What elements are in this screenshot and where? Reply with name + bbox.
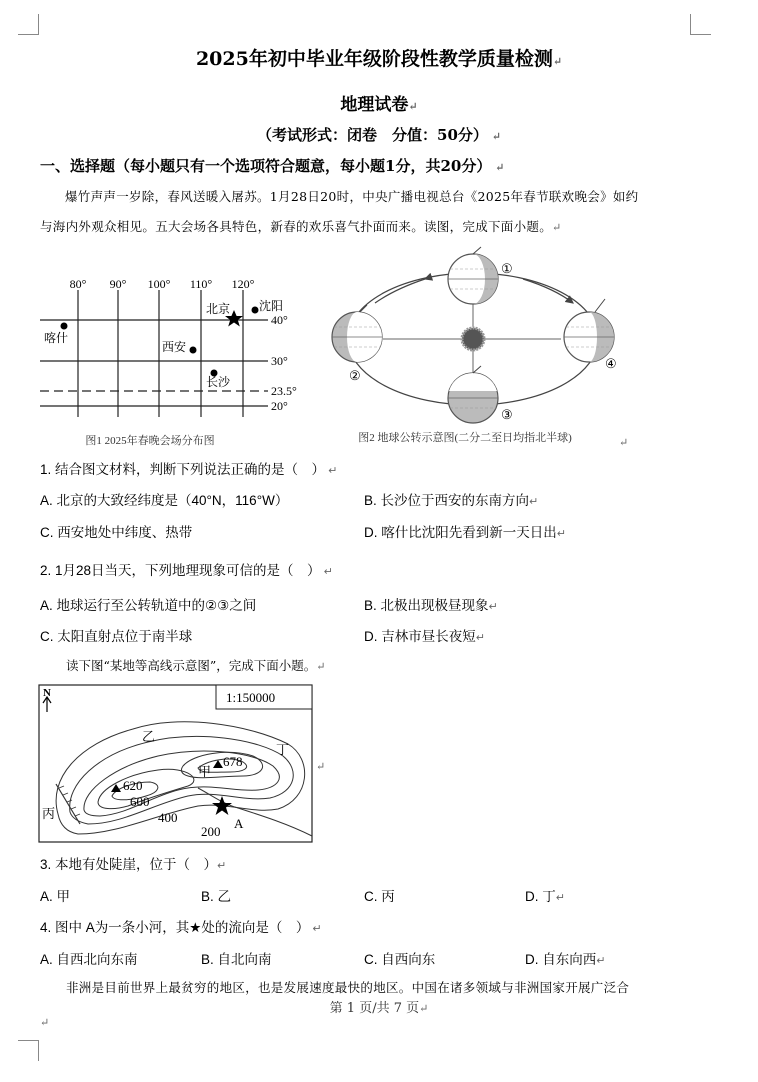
elevation-label: 400 <box>158 810 178 825</box>
question-2-stem: 2. 1月28日当天，下列地理现象可信的是（ ） ↵ <box>40 563 333 578</box>
lon-label: 90° <box>109 277 127 291</box>
option-4b[interactable]: B. 自北向南 <box>201 952 272 967</box>
city-dot <box>252 307 259 314</box>
option-1c[interactable]: C. 西安地处中纬度、热带 <box>40 525 193 540</box>
city-dot <box>61 323 68 330</box>
subject-title: 地理试卷↵ <box>340 95 418 115</box>
option-1b[interactable]: B. 长沙位于西安的东南方向↵ <box>364 493 539 508</box>
lat-label: 23.5° <box>271 384 297 398</box>
earth-icon <box>448 366 498 423</box>
option-3b[interactable]: B. 乙 <box>201 889 232 904</box>
return-mark: ↵ <box>40 1016 50 1029</box>
place-label: A <box>234 816 244 831</box>
passage-1 <box>40 182 720 243</box>
lon-label: 100° <box>147 277 171 291</box>
north-label: N <box>43 687 51 699</box>
page-footer: 第 1 页/共 7 页↵ <box>329 1001 429 1016</box>
crop-mark <box>18 14 39 35</box>
option-2d[interactable]: D. 吉林市昼长夜短↵ <box>364 629 485 644</box>
lon-label: 120° <box>231 277 255 291</box>
figure-3-contour-map <box>38 684 314 844</box>
option-2a[interactable]: A. 地球运行至公转轨道中的②③之间 <box>40 598 257 613</box>
position-label: ④ <box>605 356 617 371</box>
city-label: 北京 <box>206 302 231 316</box>
lat-label: 40° <box>271 313 288 327</box>
option-3d[interactable]: D. 丁↵ <box>525 889 565 904</box>
exam-info: （考试形式：闭卷 分值：50分） ↵ <box>257 126 501 144</box>
city-label: 喀什 <box>44 331 69 345</box>
option-3a[interactable]: A. 甲 <box>40 889 71 904</box>
option-1d[interactable]: D. 喀什比沈阳先看到新一天日出↵ <box>364 525 566 540</box>
return-mark: ↵ <box>619 436 629 449</box>
option-1a[interactable]: A. 北京的大致经纬度是（40°N，116°W） <box>40 493 289 508</box>
orbit-arrow <box>375 279 425 303</box>
earth-icon <box>332 305 382 362</box>
option-3c[interactable]: C. 丙 <box>364 889 395 904</box>
crop-mark <box>690 14 711 35</box>
elevation-label: 200 <box>201 824 221 839</box>
question-1-stem: 1. 结合图文材料，判断下列说法正确的是（ ） ↵ <box>40 462 338 477</box>
option-2b[interactable]: B. 北极出现极昼现象↵ <box>364 598 498 613</box>
place-label: 丙 <box>42 806 56 821</box>
lon-label: 80° <box>69 277 87 291</box>
passage-2: 读下图“某地等高线示意图”，完成下面小题。↵ <box>66 658 326 673</box>
earth-icon <box>564 299 614 362</box>
question-3-stem: 3. 本地有处陡崖，位于（ ）↵ <box>40 857 227 872</box>
passage-line: 与海内外观众相见。五大会场各具特色，新春的欢乐喜气扑面而来。读图，完成下面小题。↵ <box>40 219 562 234</box>
option-4a[interactable]: A. 自西北向东南 <box>40 952 138 967</box>
elevation-label: 600 <box>130 794 150 809</box>
return-mark: ↵ <box>316 760 326 773</box>
option-4c[interactable]: C. 自西向东 <box>364 952 436 967</box>
question-4-stem: 4. 图中 A为一条小河，其★处的流向是（ ） ↵ <box>40 920 322 935</box>
exam-title: 2025年初中毕业年级阶段性教学质量检测↵ <box>195 48 563 70</box>
city-label: 沈阳 <box>259 299 284 313</box>
option-4d[interactable]: D. 自东向西↵ <box>525 952 606 967</box>
city-label: 长沙 <box>206 375 231 389</box>
lat-label: 30° <box>271 354 288 368</box>
crop-mark <box>18 1040 39 1061</box>
figure-caption: 图2 地球公转示意图(二分二至日均指北半球) <box>358 432 572 444</box>
lon-label: 110° <box>189 277 213 291</box>
scale-label: 1:150000 <box>226 690 276 705</box>
elevation-label: 678 <box>223 754 243 769</box>
figure-1-map <box>38 272 308 452</box>
sun-icon <box>462 328 484 350</box>
city-dot <box>190 347 197 354</box>
passage-line: 爆竹声声一岁除，春风送暖入屠苏。1月28日20时，中央广播电视总台《2025年春节联欢晚会》如约 <box>65 189 639 204</box>
figure-caption: 图1 2025年春晚会场分布图 <box>85 435 215 447</box>
place-label: 乙 <box>142 729 156 744</box>
position-label: ③ <box>501 407 513 422</box>
elevation-label: 620 <box>123 778 143 793</box>
position-label: ② <box>349 368 361 383</box>
figure-2-orbit <box>325 245 625 450</box>
option-2c[interactable]: C. 太阳直射点位于南半球 <box>40 629 193 644</box>
place-label: 甲 <box>198 764 212 779</box>
passage-3: 非洲是目前世界上最贫穷的地区，也是发展速度最快的地区。中国在诸多领域与非洲国家开展广泛合 <box>66 980 630 995</box>
place-label: 丁 <box>276 742 290 757</box>
lat-label: 20° <box>271 399 288 413</box>
position-label: ① <box>501 261 513 276</box>
orbit-arrow <box>523 279 573 303</box>
earth-icon <box>448 247 498 304</box>
city-label: 西安 <box>162 340 187 354</box>
section-heading: 一、选择题（每小题只有一个选项符合题意，每小题1分，共20分） ↵ <box>40 157 505 175</box>
